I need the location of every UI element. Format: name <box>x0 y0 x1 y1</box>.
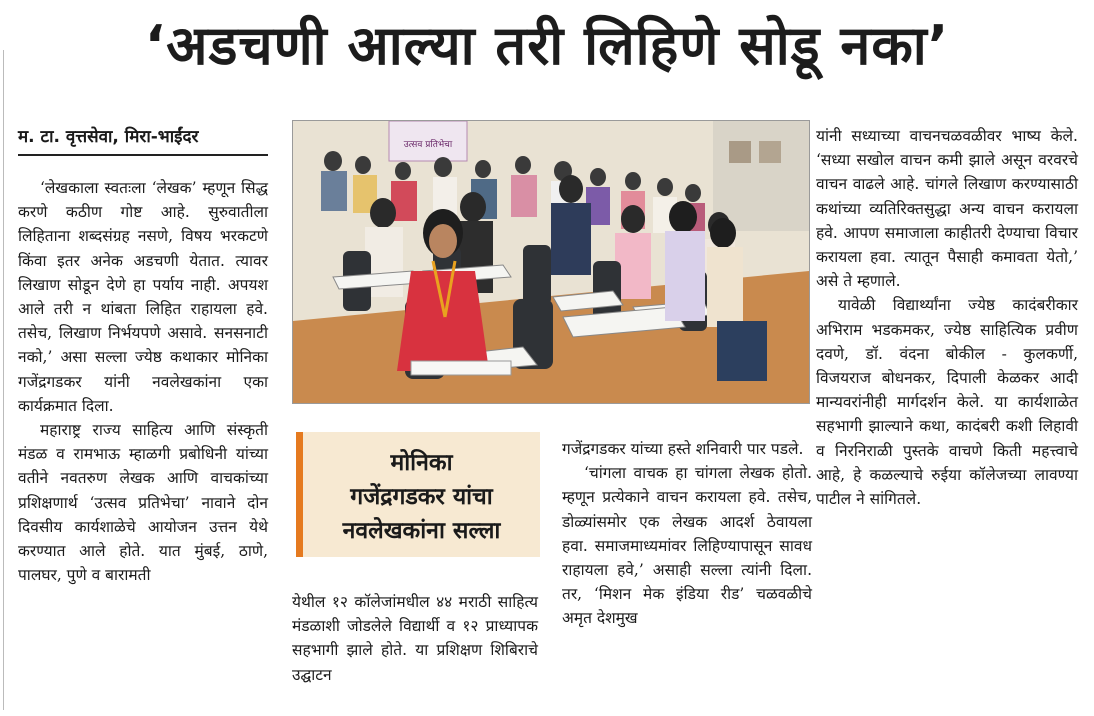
paragraph: गजेंद्रगडकर यांच्या हस्ते शनिवारी पार पडले. <box>562 440 804 458</box>
sidebar-line: गजेंद्रगडकर यांचा <box>350 484 493 510</box>
column-rule <box>3 50 4 710</box>
article-column-4 <box>816 124 1078 511</box>
sidebar-callout <box>296 432 540 557</box>
banner-text: उत्सव प्रतिभेचा <box>403 140 453 150</box>
student-blue-shirt <box>551 203 591 275</box>
paragraph: ‘चांगला वाचक हा चांगला लेखक होतो. म्हणून प्रत्येकाने वाचन करायला हवे. तसेच, डोळ्यांसमोर एक लेखक आदर्श ठेवायला हवा. समाजमाध्यमांवर लिहिण्यापासून सावध राहायला हवे,’ असाही सल्ला त्यांनी दिला. तर, ‘मिशन मेक इंडिया रीड’ चळवळीचे अमृत देशमुख <box>562 464 812 628</box>
paragraph: यावेळी विद्यार्थ्यांना ज्येष्ठ कादंबरीकार अभिराम भडकमकर, ज्येष्ठ साहित्यिक प्रवीण दवणे, डॉ. वंदना बोकील - कुलकर्णी, विजयराज बोधनकर, दिपाली केळकर आदी मान्यवरांनीही मार्गदर्शन केले. या कार्यशाळेत सहभागी झाल्याने कथा, कादंबरी कशी लिहावी व निरनिराळी पुस्तके वाचणे किती महत्त्वाचे आहे, हे कळल्याचे रुईया कॉलेजच्या लावण्या पाटील ने सांगितले. <box>816 296 1078 509</box>
article-column-2 <box>292 590 538 687</box>
article-column-1 <box>18 176 268 587</box>
sidebar-line: मोनिका <box>390 450 453 476</box>
sidebar-line: नवलेखकांना सल्ला <box>342 518 501 544</box>
article-column-3 <box>562 437 812 631</box>
workshop-photo <box>292 120 810 404</box>
paragraph: येथील १२ कॉलेजांमधील ४४ मराठी साहित्य मंडळाशी जोडलेले विद्यार्थी व १२ प्राध्यापक सहभागी झाले होते. या प्रशिक्षण शिबिराचे उद्घाटन <box>292 593 538 684</box>
paragraph: महाराष्ट्र राज्य साहित्य आणि संस्कृती मंडळ व रामभाऊ म्हाळगी प्रबोधिनी यांच्या वतीने नवतरुण लेखक आणि वाचकांच्या प्रशिक्षणार्थ ‘उत्सव प्रतिभेचा’ नावाने दोन दिवसीय कार्यशाळेचे आयोजन उत्तन येथे करण्यात आले होते. यात मुंबई, ठाणे, पालघर, पुणे व बारामती <box>18 421 268 585</box>
byline: म. टा. वृत्तसेवा, मिरा-भाईंदर <box>18 124 268 156</box>
paragraph: ‘लेखकाला स्वतःला ‘लेखक’ म्हणून सिद्ध करणे कठीण गोष्ट आहे. सुरुवातीला लिहिताना शब्दसंग्रह नसणे, विषय भरकटणे किंवा इतर अनेक अडचणी येतात. त्यावर लिखाण सोडून देणे हा पर्याय नाही. अपयश आले तरी न थांबता लिहित राहायला हवे. तसेच, लिखाण निर्भयपणे असावे. सनसनाटी नको,’ असा सल्ला ज्येष्ठ कथाकार मोनिका गजेंद्रगडकर यांनी नवलेखकांना एका कार्यक्रमात दिला. <box>18 179 268 415</box>
paragraph: यांनी सध्याच्या वाचनचळवळीवर भाष्य केले. ‘सध्या सखोल वाचन कमी झाले असून वरवरचे वाचन वाढले आहे. चांगले लिखाण करण्यासाठी कथांच्या व्यतिरिक्तसुद्धा अन्य वाचन करायला हवे. आपण समाजाला काहीतरी देण्याचा विचार करायला हवा. त्यातून पैसाही कमावता येतो,’ असे ते म्हणाले. <box>816 127 1078 291</box>
front-student-red-top <box>397 271 489 371</box>
headline: ‘अडचणी आल्या तरी लिहिणे सोडू नका’ <box>144 14 950 77</box>
